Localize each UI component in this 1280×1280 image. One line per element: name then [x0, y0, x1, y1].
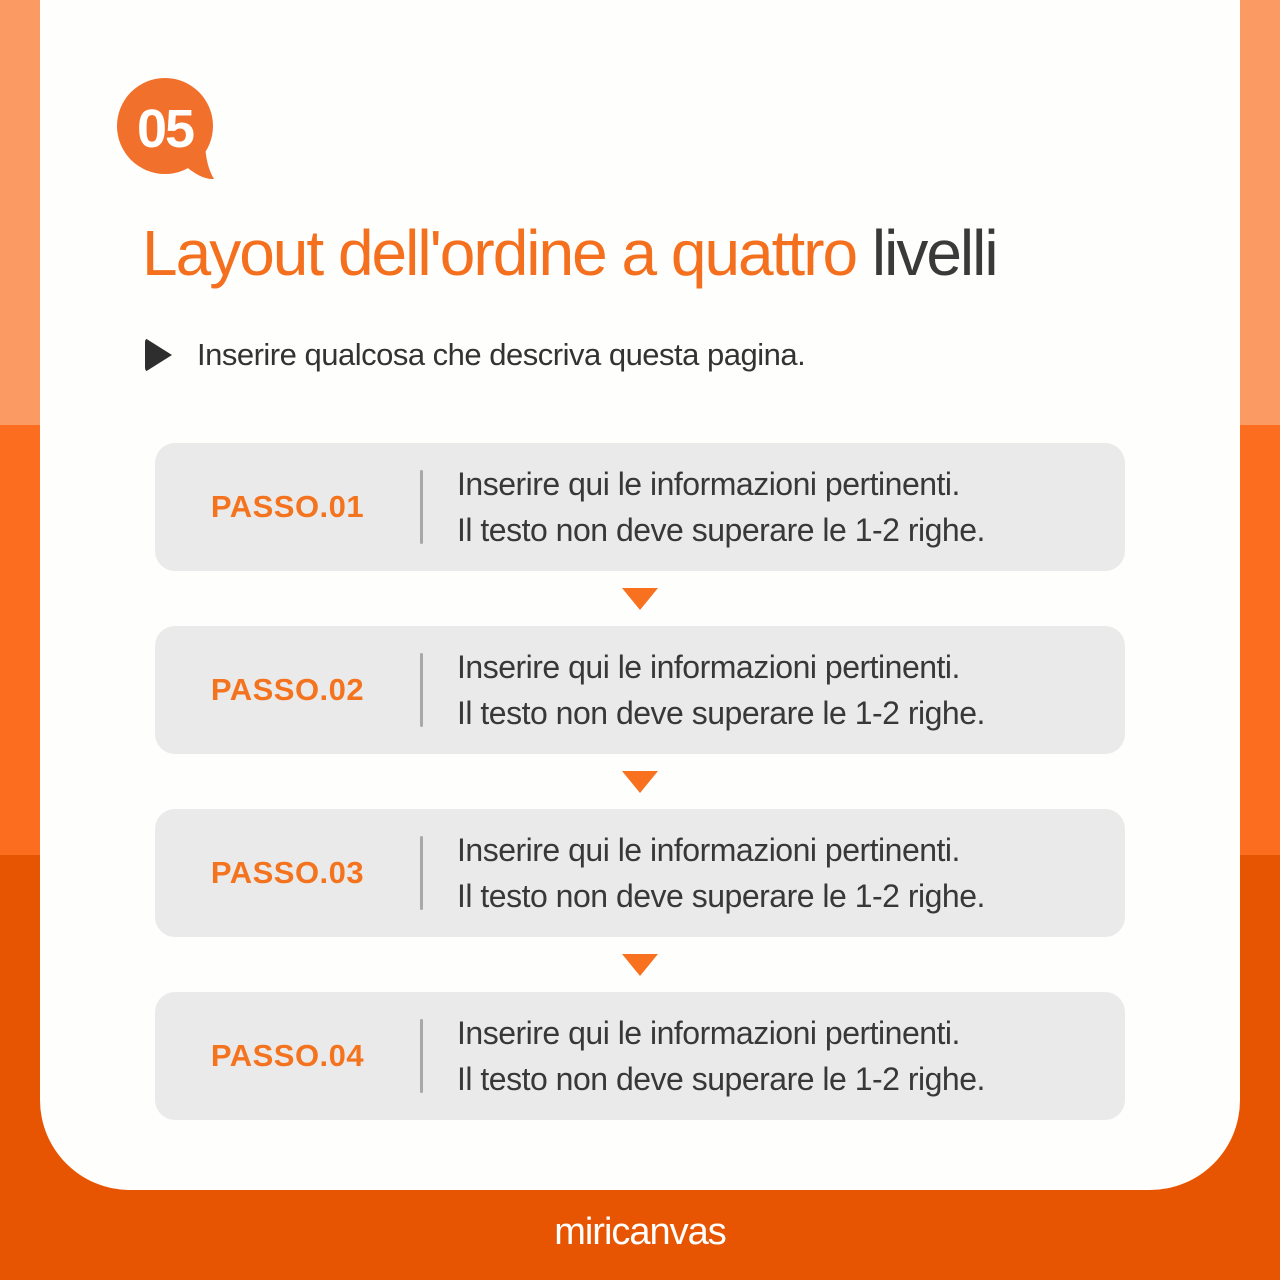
step-divider: [420, 653, 423, 727]
triangle-down-icon: [622, 954, 658, 976]
page-title: [142, 216, 1202, 290]
footer: [0, 1206, 1280, 1258]
page-subtitle-text: Inserire qualcosa che descriva questa pagina.: [197, 337, 806, 372]
triangle-down-icon: [622, 771, 658, 793]
step-description-line1: Inserire qui le informazioni pertinenti.: [457, 1015, 960, 1051]
step-description-line1: Inserire qui le informazioni pertinenti.: [457, 466, 960, 502]
step-label: PASSO.02: [210, 672, 365, 707]
step-description-line2: Il testo non deve superare le 1-2 righe.: [457, 695, 985, 731]
step-divider: [420, 1019, 423, 1093]
step-row-2: [155, 626, 1125, 754]
step-description-line2: Il testo non deve superare le 1-2 righe.: [457, 878, 985, 914]
step-description-line1: Inserire qui le informazioni pertinenti.: [457, 832, 960, 868]
page-subtitle: [145, 335, 805, 375]
step-divider: [420, 470, 423, 544]
step-divider: [420, 836, 423, 910]
step-label: PASSO.01: [210, 489, 365, 524]
step-description-line2: Il testo non deve superare le 1-2 righe.: [457, 1061, 985, 1097]
steps-list: [155, 443, 1125, 1120]
page-title-rest: livelli: [856, 217, 997, 289]
step-description: [457, 827, 985, 919]
step-separator: [155, 754, 1125, 809]
step-row-4: [155, 992, 1125, 1120]
page-number-badge: [117, 78, 247, 188]
step-description: [457, 461, 985, 553]
step-description: [457, 1010, 985, 1102]
page-number: 05: [136, 99, 194, 159]
step-separator: [155, 937, 1125, 992]
page-title-highlight: Layout dell'ordine a quattro: [142, 217, 857, 289]
step-separator: [155, 571, 1125, 626]
play-triangle-icon: [145, 338, 172, 372]
step-row-3: [155, 809, 1125, 937]
step-description: [457, 644, 985, 736]
step-row-1: [155, 443, 1125, 571]
brand-logo-text: miricanvas: [554, 1210, 726, 1253]
step-description-line2: Il testo non deve superare le 1-2 righe.: [457, 512, 985, 548]
step-description-line1: Inserire qui le informazioni pertinenti.: [457, 649, 960, 685]
triangle-down-icon: [622, 588, 658, 610]
step-label: PASSO.03: [210, 855, 365, 890]
step-label: PASSO.04: [210, 1038, 365, 1073]
